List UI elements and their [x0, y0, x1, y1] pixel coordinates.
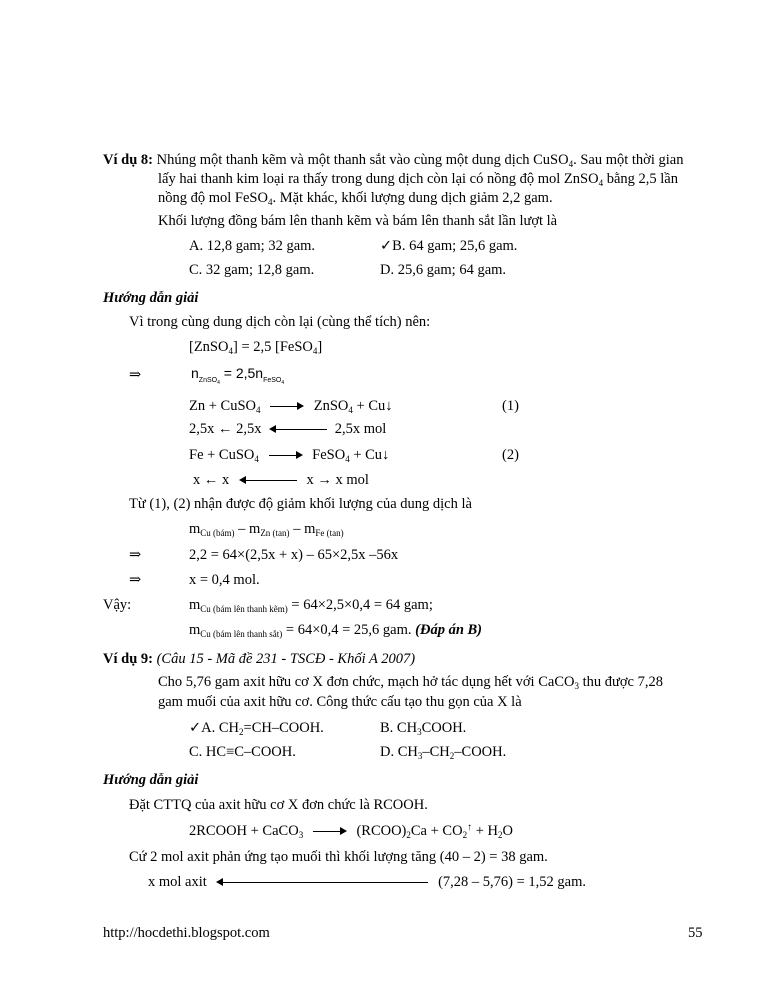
reaction-2: Fe + CuSO$_4$ FeSO$_4$ + Cu↓ — [189, 447, 390, 464]
option-b-correct: ✓B. 64 gam; 25,6 gam. — [380, 238, 518, 254]
reaction-1: Zn + CuSO$_4$ ZnSO$_4$ + Cu↓ — [189, 398, 393, 415]
option-c: C. 32 gam; 12,8 gam. — [189, 262, 315, 278]
implies-symbol: ⇒ — [129, 367, 142, 383]
option-d: D. $CH_3-CH_2$–COOH. — [380, 744, 507, 761]
example-9-label: Ví dụ 9: — [103, 651, 153, 667]
conclusion-label: Vậy: — [103, 597, 132, 613]
example-8-line-1: Ví dụ 8: Nhúng một thanh kẽm và một thanh sắt vào cùng một dung dịch CuSO$_4$. Sau một thời gian — [103, 152, 684, 169]
guide-1-title: Hướng dẫn giải — [103, 290, 199, 306]
result-copper-on-iron: $m_{Cu (bám lên thanh sắt)} = 64\times 0,4 = 25,6$ gam. (Đáp án B) — [189, 622, 483, 639]
gas-up-arrow: ↑ — [467, 822, 473, 833]
reaction-1-number: (1) — [502, 398, 519, 414]
guide-2-title: Hướng dẫn giải — [103, 772, 199, 788]
option-a-correct: ✓A. $CH_2=CH$–COOH. — [189, 720, 324, 737]
left-arrow — [269, 425, 327, 435]
example-9-source: (Câu 15 - Mã đề 231 - TSCĐ - Khối A 2007) — [156, 651, 416, 667]
example-9-header — [103, 650, 415, 668]
stoich-2: x ← x x → x mol — [193, 472, 369, 488]
example-9-line-1: Cho 5,76 gam axit hữu cơ X đơn chức, mạch hở tác dụng hết với CaCO$_3$ thu được 7,28 — [158, 674, 663, 691]
mole-equation: $n_{ZnSO_4} = 2,5n_{FeSO_4}$ — [191, 365, 285, 386]
option-a: A. 12,8 gam; 32 gam. — [189, 238, 316, 254]
reaction-3: 2RCOOH + CaCO$_3$ $(RCOO)_2Ca + CO_2^↑ + H_2O$ — [189, 822, 513, 840]
option-b: B. $CH_3COOH$. — [380, 720, 467, 737]
guide-2-intro: Đặt CTTQ của axit hữu cơ X đơn chức là RCOOH. — [129, 797, 428, 813]
example-8-question: Khối lượng đồng bám lên thanh kẽm và bám lên thanh sắt lần lượt là — [158, 213, 558, 229]
left-arrow — [239, 476, 297, 486]
concentration-equation: [ZnSO$_4$] = 2,5 [FeSO$_4$] — [189, 339, 323, 356]
implies-symbol: ⇒ — [129, 547, 142, 563]
option-c: C. HC≡C–COOH. — [189, 744, 296, 760]
mass-decrease-intro: Từ (1), (2) nhận được độ giảm khối lượng của dung dịch là — [129, 496, 472, 512]
calc-result: x = 0,4 mol. — [189, 572, 260, 588]
answer-note: (Đáp án B) — [415, 622, 483, 638]
result-copper-on-zinc: $m_{Cu (bám lên thanh kẽm)} = 64\times 2,5\times 0,4 = 64$ gam; — [189, 597, 433, 614]
reaction-arrow — [269, 451, 303, 461]
mass-expression: $m_{Cu (bám)} - m_{Zn (tan)} - m_{Fe (tan)}$ — [189, 521, 344, 538]
reaction-arrow — [270, 402, 304, 412]
example-8-line-2: lấy hai thanh kim loại ra thấy trong dung dịch còn lại có nồng độ mol ZnSO$_4$ bằng 2,5 lần — [158, 171, 678, 188]
option-d: D. 25,6 gam; 64 gam. — [380, 262, 507, 278]
guide-1-intro: Vì trong cùng dung dịch còn lại (cùng thể tích) nên: — [129, 314, 431, 330]
mass-increase-line: Cứ 2 mol axit phản ứng tạo muối thì khối lượng tăng (40 – 2) = 38 gam. — [129, 849, 548, 865]
example-8-line-3: nồng độ mol FeSO$_4$. Mặt khác, khối lượng dung dịch giảm 2,2 gam. — [158, 190, 553, 207]
left-arrow — [216, 878, 428, 888]
calc-equation: 2,2 = 64×(2,5x + x) – 65×2,5x –56x — [189, 547, 399, 563]
page-number: 55 — [688, 925, 703, 941]
implies-symbol: ⇒ — [129, 572, 142, 588]
reaction-arrow — [313, 827, 347, 837]
stoich-1: 2,5x ← 2,5x 2,5x mol — [189, 421, 387, 437]
example-8-label: Ví dụ 8: — [103, 152, 153, 168]
example-9-line-2: gam muối của axit hữu cơ. Công thức cấu tạo thu gọn của X là — [158, 694, 522, 710]
reaction-2-number: (2) — [502, 447, 519, 463]
footer-url[interactable]: http://hocdethi.blogspot.com — [103, 925, 270, 941]
proportion-line: x mol axit (7,28 – 5,76) = 1,52 gam. — [148, 874, 586, 890]
